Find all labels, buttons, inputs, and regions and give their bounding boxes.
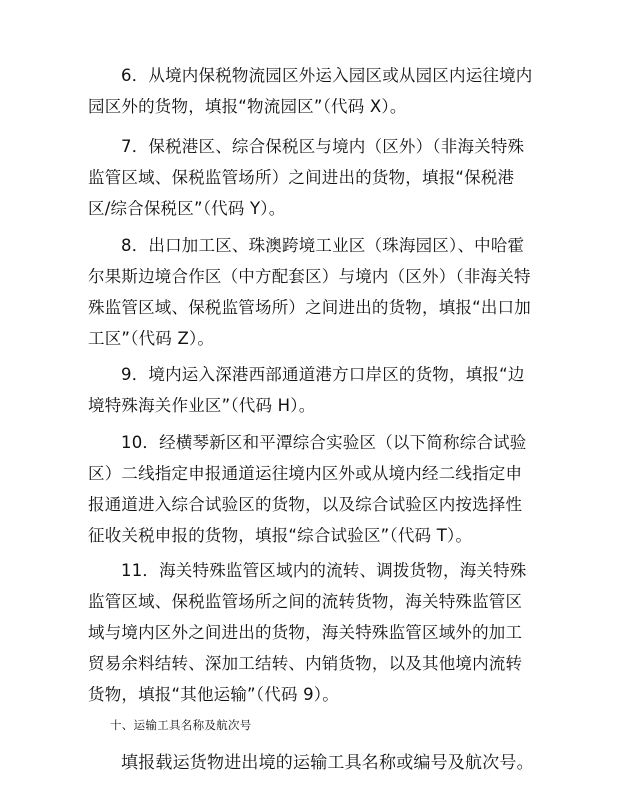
paragraph-item-7: 7．保税港区、综合保税区与境内（区外）（非海关特殊监管区域、保税监管场所）之间进出的货物，填报“保税港区/综合保税区”（代码 Y）。 (88, 137, 525, 218)
section-body-paragraph: 填报载运货物进出境的运输工具名称或编号及航次号。 (121, 753, 534, 773)
paragraph-item-6: 6．从境内保税物流园区外运入园区或从园区内运往境内园区外的货物，填报“物流园区”（代码 X）。 (88, 66, 533, 116)
paragraph-item-9: 9．境内运入深港西部通道港方口岸区的货物，填报“边境特殊海关作业区”（代码 H）。 (88, 365, 525, 415)
section-heading: 十、运输工具名称及航次号 (110, 718, 252, 732)
paragraph-item-8: 8．出口加工区、珠澳跨境工业区（珠海园区）、中哈霍尔果斯边境合作区（中方配套区）与境内（区外）（非海关特殊监管区域、保税监管场所）之间进出的货物，填报“出口加工区”（代码 Z）。 (88, 236, 531, 348)
paragraph-item-11: 11．海关特殊监管区域内的流转、调拨货物，海关特殊监管区域、保税监管场所之间的流转货物，海关特殊监管区域与境内区外之间进出的货物，海关特殊监管区域外的加工贸易余料结转、深加工结转、内销货物，以及其他境内流转货物，填报“其他运输”（代码 9）。 (88, 561, 527, 704)
paragraph-item-10: 10．经横琴新区和平潭综合实验区（以下简称综合试验区）二线指定申报通道运往境内区外或从境内经二线指定申报通道进入综合试验区的货物，以及综合试验区内按选择性征收关税申报的货物，填报“综合试验区”（代码 T）。 (88, 433, 527, 545)
